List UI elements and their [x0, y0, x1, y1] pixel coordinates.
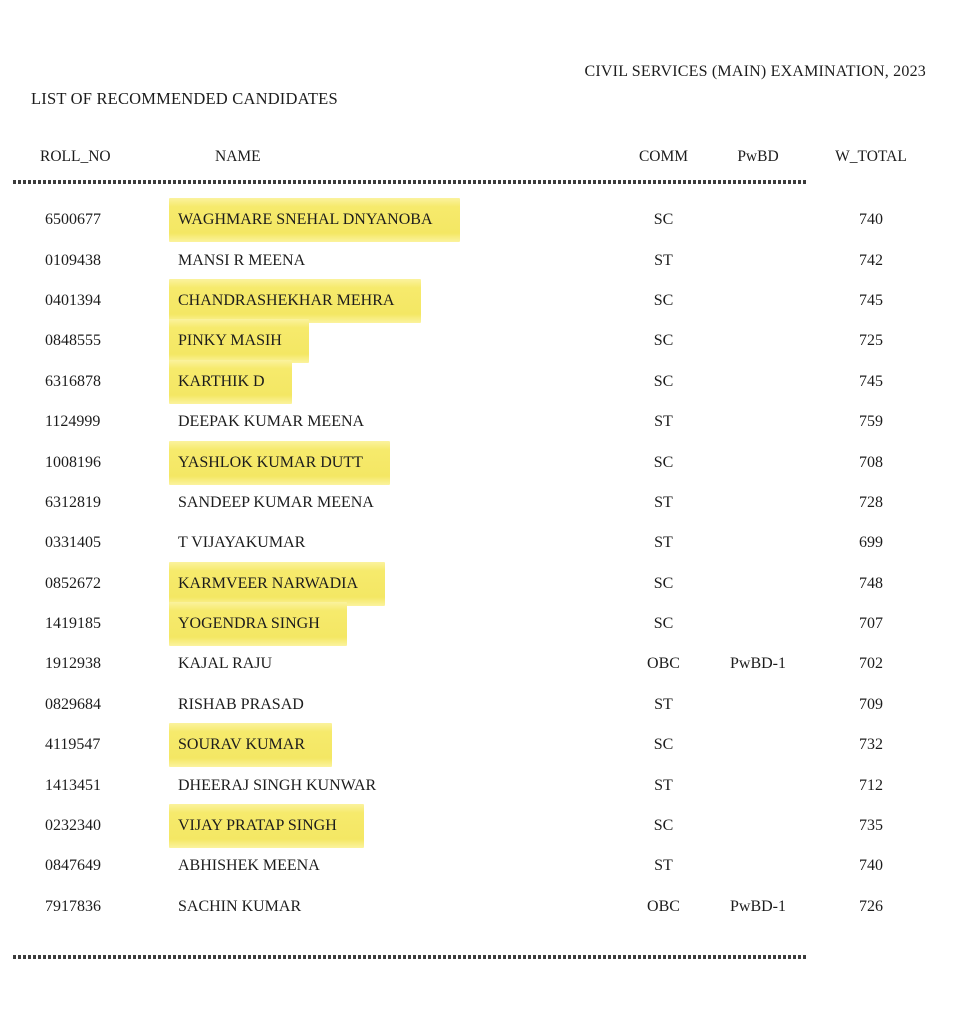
candidate-name: KARMVEER NARWADIA — [169, 562, 385, 606]
roll-no-cell: 1124999 — [45, 413, 101, 431]
table-row — [0, 765, 953, 805]
column-header-roll-no: ROLL_NO — [40, 148, 111, 165]
comm-cell: OBC — [647, 897, 680, 915]
w-total-cell: 707 — [859, 615, 883, 633]
w-total-cell: 745 — [859, 372, 883, 390]
name-cell — [178, 899, 627, 915]
w-total-cell: 702 — [859, 655, 883, 673]
table-row — [0, 240, 953, 280]
comm-cell: SC — [653, 291, 674, 309]
table-header-row — [0, 148, 953, 166]
w-total-cell: 699 — [859, 534, 883, 552]
table-row — [0, 362, 953, 402]
w-total-cell: 725 — [859, 332, 883, 350]
name-cell — [178, 576, 627, 592]
name-cell — [178, 656, 627, 672]
comm-cell: SC — [653, 332, 674, 350]
name-cell — [178, 212, 627, 228]
w-total-cell: 759 — [859, 413, 883, 431]
candidate-name: T VIJAYAKUMAR — [178, 534, 306, 552]
column-header-pwbd: PwBD — [737, 148, 779, 165]
pwbd-cell: PwBD-1 — [729, 897, 786, 915]
w-total-cell: 732 — [859, 736, 883, 754]
roll-no-cell: 1008196 — [45, 453, 101, 471]
comm-cell: ST — [654, 695, 673, 713]
column-header-name: NAME — [215, 148, 261, 165]
name-cell — [178, 374, 627, 390]
roll-no-cell: 0848555 — [45, 332, 101, 350]
roll-no-cell: 1413451 — [45, 776, 101, 794]
candidate-name: KAJAL RAJU — [178, 655, 273, 673]
exam-title: CIVIL SERVICES (MAIN) EXAMINATION, 2023 — [584, 63, 926, 80]
w-total-cell: 742 — [859, 251, 883, 269]
column-header-comm: COMM — [638, 148, 689, 165]
table-row — [0, 644, 953, 684]
comm-cell: ST — [654, 493, 673, 511]
column-header-w-total: W_TOTAL — [835, 148, 907, 165]
w-total-cell: 740 — [859, 857, 883, 875]
roll-no-cell: 0109438 — [45, 251, 101, 269]
name-cell — [178, 778, 627, 794]
table-row — [0, 806, 953, 846]
candidate-name: DHEERAJ SINGH KUNWAR — [178, 776, 377, 794]
table-row — [0, 281, 953, 321]
roll-no-cell: 0331405 — [45, 534, 101, 552]
roll-no-cell: 4119547 — [45, 736, 101, 754]
table-row — [0, 846, 953, 886]
candidate-name: RISHAB PRASAD — [178, 695, 304, 713]
w-total-cell: 712 — [859, 776, 883, 794]
table-row — [0, 725, 953, 765]
top-separator-dashed-line — [13, 180, 808, 184]
name-cell — [178, 495, 627, 511]
comm-cell: SC — [653, 736, 674, 754]
name-cell — [178, 616, 627, 632]
name-cell — [178, 818, 627, 834]
w-total-cell: 726 — [859, 897, 883, 915]
roll-no-cell: 0852672 — [45, 574, 101, 592]
comm-cell: SC — [653, 453, 674, 471]
candidate-name: YOGENDRA SINGH — [169, 602, 347, 646]
roll-no-cell: 1912938 — [45, 655, 101, 673]
candidate-name: ABHISHEK MEENA — [178, 857, 320, 875]
candidate-name: DEEPAK KUMAR MEENA — [178, 413, 365, 431]
table-row — [0, 200, 953, 240]
comm-cell: SC — [653, 574, 674, 592]
w-total-cell: 745 — [859, 291, 883, 309]
name-cell — [178, 253, 627, 269]
table-row — [0, 523, 953, 563]
table-row — [0, 685, 953, 725]
name-cell — [178, 455, 627, 471]
comm-cell: SC — [653, 817, 674, 835]
table-row — [0, 483, 953, 523]
table-row — [0, 321, 953, 361]
comm-cell: ST — [654, 776, 673, 794]
name-cell — [178, 858, 627, 874]
candidate-name: SOURAV KUMAR — [169, 723, 332, 767]
candidate-name: VIJAY PRATAP SINGH — [169, 804, 364, 848]
table-row — [0, 564, 953, 604]
w-total-cell: 735 — [859, 817, 883, 835]
table-row — [0, 887, 953, 927]
candidate-name: CHANDRASHEKHAR MEHRA — [169, 279, 421, 323]
roll-no-cell: 6316878 — [45, 372, 101, 390]
comm-cell: ST — [654, 857, 673, 875]
name-cell — [178, 697, 627, 713]
table-row — [0, 402, 953, 442]
w-total-cell: 728 — [859, 493, 883, 511]
w-total-cell: 708 — [859, 453, 883, 471]
list-title: LIST OF RECOMMENDED CANDIDATES — [31, 89, 338, 108]
roll-no-cell: 0829684 — [45, 695, 101, 713]
comm-cell: SC — [653, 211, 674, 229]
roll-no-cell: 1419185 — [45, 615, 101, 633]
name-cell — [178, 293, 627, 309]
comm-cell: SC — [653, 615, 674, 633]
roll-no-cell: 6500677 — [45, 211, 101, 229]
name-cell — [178, 737, 627, 753]
candidate-name: SACHIN KUMAR — [178, 897, 302, 915]
table-body — [0, 200, 953, 927]
roll-no-cell: 0401394 — [45, 291, 101, 309]
candidate-name: MANSI R MEENA — [178, 251, 306, 269]
candidate-name: SANDEEP KUMAR MEENA — [178, 493, 374, 511]
pwbd-cell: PwBD-1 — [729, 655, 786, 673]
roll-no-cell: 7917836 — [45, 897, 101, 915]
comm-cell: ST — [654, 534, 673, 552]
w-total-cell: 740 — [859, 211, 883, 229]
w-total-cell: 709 — [859, 695, 883, 713]
comm-cell: ST — [654, 413, 673, 431]
candidate-name: YASHLOK KUMAR DUTT — [169, 441, 390, 485]
roll-no-cell: 0232340 — [45, 817, 101, 835]
table-row — [0, 604, 953, 644]
name-cell — [178, 333, 627, 349]
roll-no-cell: 0847649 — [45, 857, 101, 875]
candidate-name: KARTHIK D — [169, 360, 292, 404]
name-cell — [178, 535, 627, 551]
roll-no-cell: 6312819 — [45, 493, 101, 511]
bottom-separator-dashed-line — [13, 955, 808, 959]
name-cell — [178, 414, 627, 430]
comm-cell: ST — [654, 251, 673, 269]
candidate-name: PINKY MASIH — [169, 319, 309, 363]
w-total-cell: 748 — [859, 574, 883, 592]
table-row — [0, 442, 953, 482]
comm-cell: OBC — [647, 655, 680, 673]
comm-cell: SC — [653, 372, 674, 390]
candidate-name: WAGHMARE SNEHAL DNYANOBA — [169, 198, 460, 242]
